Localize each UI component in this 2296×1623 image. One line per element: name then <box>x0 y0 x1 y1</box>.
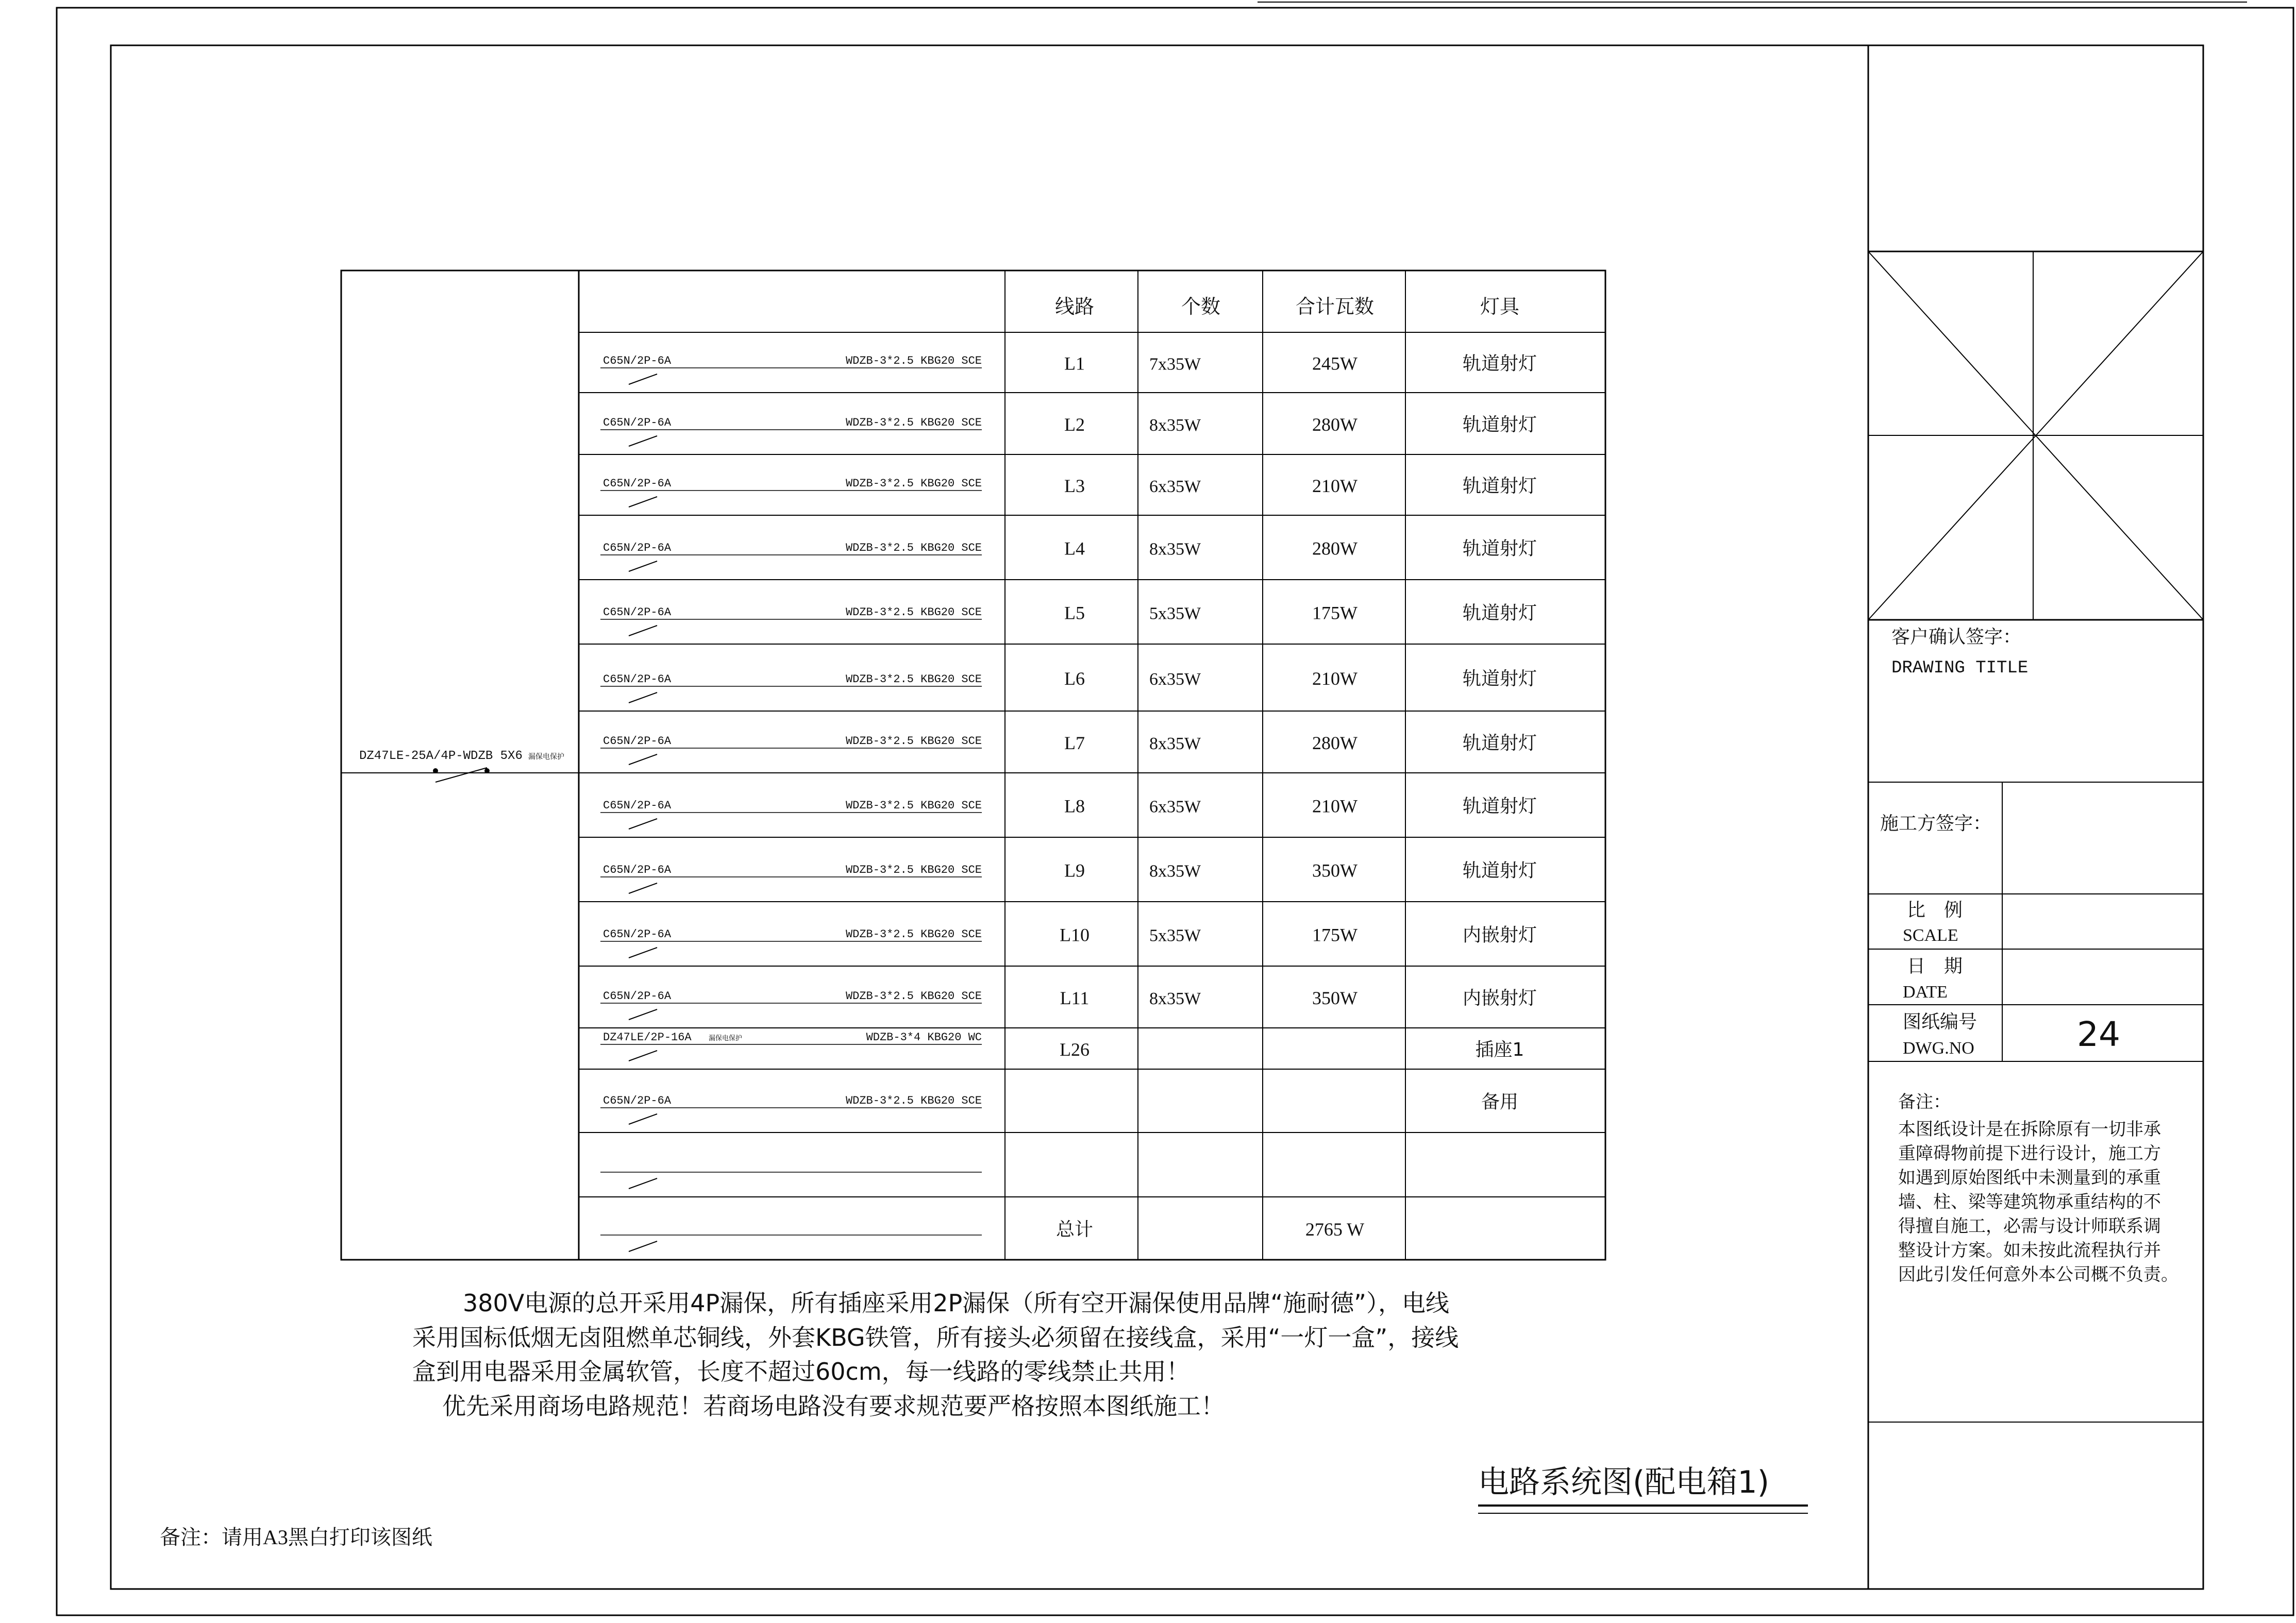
circuit-row <box>579 733 1605 773</box>
remark-line: 整设计方案。如未按此流程执行并 <box>1898 1241 2161 1260</box>
drawing-number-label-cn: 图纸编号 <box>1903 1011 1977 1032</box>
fixture-count: 8x35W <box>1149 989 1201 1008</box>
circuit-row <box>579 988 1605 1028</box>
fixture-type: 轨道射灯 <box>1462 353 1537 375</box>
branch-switch-symbol <box>629 561 657 571</box>
note-line-2: 采用国标低烟无卤阻燃单芯铜线，外套KBG铁管，所有接头必须留在接线盒，采用“一灯一盒”，接线 <box>412 1324 1459 1351</box>
drawing-number-label-en: DWG.NO <box>1903 1039 1974 1058</box>
circuit-id: L2 <box>1064 414 1085 435</box>
fixture-count: 8x35W <box>1149 734 1201 753</box>
cable-spec: WDZB-3*2.5 KBG20 SCE <box>845 477 982 490</box>
branch-switch-symbol <box>629 1114 657 1124</box>
header-count: 个数 <box>1181 296 1221 318</box>
branch-switch-symbol <box>629 436 657 446</box>
cable-spec: WDZB-3*2.5 KBG20 SCE <box>845 673 982 686</box>
fixture-type: 内嵌射灯 <box>1462 924 1537 946</box>
circuit-id: L6 <box>1064 668 1085 689</box>
total-watts: 210W <box>1312 476 1358 496</box>
cable-spec: WDZB-3*4 KBG20 WC <box>866 1031 982 1044</box>
remark-title: 备注： <box>1898 1093 1951 1112</box>
scale-label-en: SCALE <box>1903 926 1958 945</box>
remark-text-block <box>1898 1120 2178 1284</box>
fixture-type: 轨道射灯 <box>1462 538 1537 560</box>
circuit-row <box>600 1219 1364 1252</box>
cable-spec: WDZB-3*2.5 KBG20 SCE <box>845 1094 982 1107</box>
fixture-count: 6x35W <box>1149 670 1201 689</box>
circuit-row <box>579 1031 1605 1069</box>
fixture-type: 轨道射灯 <box>1462 476 1537 497</box>
branch-switch-symbol <box>629 374 657 384</box>
circuit-row <box>579 1172 1605 1197</box>
branch-switch-symbol <box>629 625 657 636</box>
breaker-spec: C65N/2P-6A <box>603 354 672 367</box>
circuit-row <box>579 476 1605 515</box>
logo-placeholder-box <box>1868 251 2203 620</box>
circuit-row <box>579 796 1605 838</box>
date-label-cn: 日 期 <box>1907 956 1963 976</box>
fixture-type: 轨道射灯 <box>1462 733 1537 754</box>
scale-label-cn: 比 例 <box>1907 900 1963 920</box>
total-watts: 350W <box>1312 988 1358 1008</box>
cable-spec: WDZB-3*2.5 KBG20 SCE <box>845 990 982 1003</box>
branch-switch-symbol <box>629 948 657 958</box>
fixture-type: 轨道射灯 <box>1462 602 1537 624</box>
circuit-id: L5 <box>1064 602 1085 623</box>
total-watts: 175W <box>1312 602 1358 623</box>
total-watts: 175W <box>1312 924 1358 945</box>
remark-line: 得擅自施工，必需与设计师联系调 <box>1898 1217 2161 1236</box>
cable-spec: WDZB-3*2.5 KBG20 SCE <box>845 542 982 554</box>
footer-note: 备注：请用A3黑白打印该图纸 <box>160 1526 432 1549</box>
main-breaker-note: 漏保电保护 <box>528 753 564 761</box>
breaker-spec: C65N/2P-6A <box>603 928 672 941</box>
circuit-id: L3 <box>1064 476 1085 496</box>
fixture-count: 5x35W <box>1149 604 1201 623</box>
drawing-title-label: DRAWING TITLE <box>1891 658 2029 678</box>
fixture-type: 内嵌射灯 <box>1462 988 1537 1009</box>
breaker-spec: C65N/2P-6A <box>603 542 672 554</box>
circuit-id: L7 <box>1064 733 1085 753</box>
circuit-id: L8 <box>1064 796 1085 817</box>
circuit-row <box>579 603 1605 645</box>
header-circuit: 线路 <box>1054 296 1095 318</box>
contractor-signature-label: 施工方签字： <box>1880 813 1992 834</box>
cable-spec: WDZB-3*2.5 KBG20 SCE <box>845 864 982 876</box>
cable-spec: WDZB-3*2.5 KBG20 SCE <box>845 735 982 748</box>
branch-switch-symbol <box>629 754 657 765</box>
fixture-count: 8x35W <box>1149 416 1201 435</box>
circuit-id: L1 <box>1064 353 1085 374</box>
circuit-row <box>579 925 1605 967</box>
circuit-row <box>579 538 1605 580</box>
total-watts: 280W <box>1312 538 1358 559</box>
breaker-spec: C65N/2P-6A <box>603 1094 672 1107</box>
total-watts: 210W <box>1312 668 1358 689</box>
fixture-type: 轨道射灯 <box>1462 860 1537 882</box>
fixture-count: 6x35W <box>1149 797 1201 817</box>
breaker-spec: C65N/2P-6A <box>603 673 672 686</box>
total-watts: 350W <box>1312 860 1358 881</box>
main-breaker-label: DZ47LE-25A/4P-WDZB 5X6 <box>359 749 523 763</box>
fixture-type: 轨道射灯 <box>1462 668 1537 689</box>
circuit-row <box>579 1092 1605 1133</box>
circuit-id: L11 <box>1060 988 1090 1008</box>
breaker-spec: DZ47LE/2P-16A <box>603 1031 692 1044</box>
client-signature-label: 客户确认签字： <box>1891 627 2022 647</box>
circuit-table <box>579 353 1605 1252</box>
fixture-count: 7x35W <box>1149 354 1201 374</box>
total-watts: 2765 W <box>1305 1219 1365 1240</box>
branch-switch-symbol <box>629 692 657 703</box>
breaker-spec: C65N/2P-6A <box>603 606 672 619</box>
header-total-watts: 合计瓦数 <box>1295 296 1375 318</box>
branch-switch-symbol <box>629 497 657 507</box>
note-line-4: 优先采用商场电路规范！若商场电路没有要求规范要严格按照本图纸施工！ <box>442 1392 1225 1420</box>
header-fixture: 灯具 <box>1480 296 1520 318</box>
breaker-note: 漏保电保护 <box>709 1034 743 1042</box>
breaker-spec: C65N/2P-6A <box>603 990 672 1003</box>
breaker-spec: C65N/2P-6A <box>603 477 672 490</box>
cable-spec: WDZB-3*2.5 KBG20 SCE <box>845 799 982 812</box>
circuit-id: L4 <box>1064 538 1085 559</box>
branch-switch-symbol <box>629 819 657 829</box>
remark-line: 如遇到原始图纸中未测量到的承重 <box>1898 1169 2161 1188</box>
fixture-count: 8x35W <box>1149 539 1201 559</box>
fixture-count: 5x35W <box>1149 926 1201 945</box>
note-line-3: 盒到用电器采用金属软管，长度不超过60cm，每一线路的零线禁止共用！ <box>412 1358 1190 1385</box>
breaker-spec: C65N/2P-6A <box>603 864 672 876</box>
circuit-id: L9 <box>1064 860 1085 881</box>
remark-line: 因此引发任何意外本公司概不负责。 <box>1898 1265 2178 1284</box>
branch-switch-symbol <box>629 1051 657 1061</box>
circuit-row <box>579 414 1605 454</box>
fixture-count: 8x35W <box>1149 861 1201 881</box>
total-watts: 280W <box>1312 414 1358 435</box>
branch-switch-symbol <box>629 1178 657 1189</box>
note-line-1: 380V电源的总开采用4P漏保，所有插座采用2P漏保（所有空开漏保使用品牌“施耐德”），电线 <box>463 1289 1449 1317</box>
fixture-type: 轨道射灯 <box>1462 414 1537 435</box>
circuit-id: L10 <box>1060 924 1090 945</box>
breaker-spec: C65N/2P-6A <box>603 416 672 429</box>
cable-spec: WDZB-3*2.5 KBG20 SCE <box>845 928 982 941</box>
total-watts: 210W <box>1312 796 1358 817</box>
cable-spec: WDZB-3*2.5 KBG20 SCE <box>845 354 982 367</box>
remark-line: 重障碍物前提下进行设计，施工方 <box>1898 1144 2161 1163</box>
branch-switch-symbol <box>629 883 657 893</box>
table-header-row <box>1055 296 1520 318</box>
circuit-row <box>579 353 1605 393</box>
total-watts: 245W <box>1312 353 1358 374</box>
remark-line: 本图纸设计是在拆除原有一切非承 <box>1898 1120 2161 1139</box>
branch-switch-symbol <box>629 1009 657 1020</box>
fixture-type: 备用 <box>1481 1091 1519 1113</box>
main-breaker <box>341 749 579 782</box>
total-watts: 280W <box>1312 733 1358 753</box>
drawing-title: 电路系统图(配电箱1) <box>1478 1464 1769 1500</box>
drawing-number-value: 24 <box>2077 1015 2120 1054</box>
cable-spec: WDZB-3*2.5 KBG20 SCE <box>845 416 982 429</box>
circuit-id: L26 <box>1060 1039 1090 1060</box>
fixture-type: 插座1 <box>1475 1039 1524 1060</box>
circuit-row <box>579 668 1605 711</box>
breaker-spec: C65N/2P-6A <box>603 735 672 748</box>
cable-spec: WDZB-3*2.5 KBG20 SCE <box>845 606 982 619</box>
fixture-count: 6x35W <box>1149 477 1201 496</box>
date-label-en: DATE <box>1903 983 1948 1002</box>
circuit-id: 总计 <box>1055 1219 1094 1240</box>
remark-line: 墙、柱、梁等建筑物承重结构的不 <box>1898 1193 2161 1212</box>
breaker-spec: C65N/2P-6A <box>603 799 672 812</box>
fixture-type: 轨道射灯 <box>1462 796 1537 817</box>
circuit-row <box>579 860 1605 902</box>
branch-switch-symbol <box>629 1241 657 1252</box>
